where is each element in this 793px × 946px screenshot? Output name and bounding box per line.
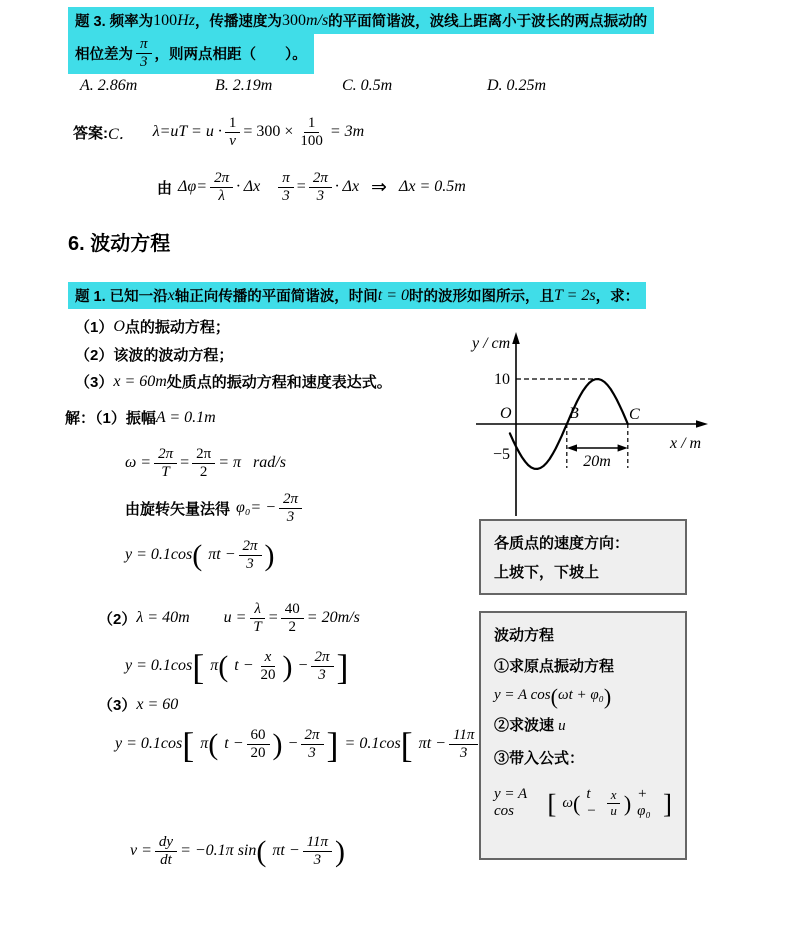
problem3-text: 的平面简谐波，波线上距离小于波长的两点振动的 <box>328 14 648 30</box>
question-3 <box>75 371 392 392</box>
velocity-direction-note-box <box>479 519 687 595</box>
fraction-2pi-over-3 <box>279 491 302 526</box>
pi: π <box>210 657 219 674</box>
problem3-text: ，则两点相距（ ）。 <box>154 47 307 63</box>
point-b-label: B <box>569 405 579 422</box>
dot-dx: · Δx <box>334 178 360 195</box>
x60-equation: y = 0.1cos [ π ( t − $\frac{60}{20}$ ) − $\frac{2\pi}{3}$ ] = 0.1cos [ πt − $\frac{11\pi}{3}$ <box>115 718 493 770</box>
distance-arrow-left-icon <box>567 444 577 451</box>
question-text: 点的振动方程； <box>124 319 230 336</box>
frac-den: 3 <box>308 744 316 761</box>
frac-den: 3 <box>459 744 468 761</box>
fraction-40-over-2 <box>281 601 304 636</box>
option-a: A. 2.86m <box>80 77 138 94</box>
equals: = <box>180 454 190 471</box>
fraction-2pi-over-lambda <box>210 170 233 205</box>
problem1-statement <box>68 282 646 309</box>
y1-lhs: y = 0.1cos <box>125 546 193 563</box>
frac-num: 2π <box>311 649 334 667</box>
frac-num: 2π <box>154 446 177 464</box>
frac-num: x <box>261 649 276 667</box>
y3-lhs: y = 0.1cos <box>115 735 183 752</box>
frac-den: dt <box>160 851 172 868</box>
t-minus: t − <box>224 735 244 752</box>
solution-label: 解：（1）振幅 <box>65 410 156 427</box>
option-d: D. 0.25m <box>487 77 547 94</box>
frac-num: 2π <box>279 491 302 509</box>
note-line: 各质点的速度方向： <box>494 535 630 552</box>
frac-num: 2π <box>239 538 262 556</box>
f1-inner: ωt + φ₀ <box>557 687 604 703</box>
phi0-line <box>125 486 305 530</box>
y1-inner: πt − <box>208 546 236 563</box>
phi0-lhs: φ₀= − <box>236 499 277 516</box>
omega-unit: rad/s <box>253 454 286 471</box>
answer-label: 答案: <box>73 124 108 142</box>
frac-den: T <box>161 463 170 480</box>
phase-fraction <box>136 36 152 71</box>
t-minus: t − <box>234 657 254 674</box>
frac-den: 3 <box>246 555 254 572</box>
v-lhs: v = <box>130 842 152 859</box>
wave-equation-method-box <box>479 611 687 860</box>
fraction-lambda-over-T <box>249 601 265 636</box>
frac-den: 2 <box>199 463 208 480</box>
freq-unit: Hz <box>177 11 195 29</box>
pi: π <box>200 735 209 752</box>
y-axis-arrow-icon <box>512 332 520 344</box>
frac-num: 11π <box>449 727 478 745</box>
lambda-value: λ = 40m <box>136 609 190 626</box>
t-minus: t − <box>586 786 597 819</box>
point-o: O <box>113 317 125 335</box>
formula-lambda: λ=uT = u · <box>152 123 222 140</box>
distance-arrow-right-icon <box>618 444 628 451</box>
speed-value: 300 <box>281 11 306 29</box>
x-60m: x = 60m <box>113 372 167 390</box>
frac-num: λ <box>250 601 265 619</box>
frac-num: 1 <box>225 115 241 133</box>
frac-den: 3 <box>140 54 148 70</box>
x-axis-arrow-icon <box>696 420 708 428</box>
frac-num: 2π <box>309 170 332 188</box>
fraction-2pi-over-3 <box>309 170 332 205</box>
fraction-2pi-over-3 <box>311 649 334 684</box>
box2-title: 波动方程 <box>494 627 555 644</box>
answer-value: C． <box>108 125 135 143</box>
answer-line <box>73 110 364 154</box>
waveform-diagram <box>438 326 743 518</box>
omega-lhs: ω = <box>125 454 152 471</box>
x-value: x = 60 <box>136 695 179 713</box>
frac-num: 1 <box>304 115 320 133</box>
note-line: 上坡下，下坡上 <box>494 563 600 581</box>
distance-label: 20m <box>583 453 611 470</box>
frac-num: 40 <box>281 601 304 619</box>
var-x: x <box>167 286 175 304</box>
fraction-x-over-20 <box>257 649 280 684</box>
frac-den: 20 <box>250 744 266 761</box>
tick-10: 10 <box>494 371 510 388</box>
box2-step3: ③带入公式： <box>494 749 585 767</box>
solution-head <box>65 407 216 428</box>
y3-rhs: = 0.1cos <box>344 735 401 752</box>
fraction-2pi-over-3 <box>239 538 262 573</box>
y-axis-label: y / cm <box>472 335 511 352</box>
x60-line <box>98 694 178 715</box>
frac-num: 60 <box>247 727 270 745</box>
delta-phi: Δφ= <box>178 178 208 195</box>
t-equals-0: t = 0 <box>377 286 410 304</box>
question-2 <box>75 344 233 365</box>
problem3-statement-line1 <box>68 7 654 34</box>
fraction-60-over-20 <box>247 727 270 762</box>
frac-num: 2π <box>301 727 324 745</box>
frac-den: 3 <box>316 187 325 204</box>
x-axis-label: x / m <box>670 435 702 452</box>
given-label: 由 <box>157 179 173 197</box>
u-lhs: u = <box>223 609 247 626</box>
frac-den: 20 <box>260 666 276 683</box>
oscillation-equation: y = 0.1cos ( πt − $\frac{2\pi}{3}$ ) <box>125 537 275 572</box>
fraction-dy-over-dt <box>155 834 177 869</box>
question-text: （2）该波的波动方程； <box>75 347 234 364</box>
period-value: T = 2s <box>554 286 596 304</box>
y2-lhs: y = 0.1cos <box>125 657 193 674</box>
problem3-text: 相位差为 <box>75 47 133 63</box>
box2-step1: ①求原点振动方程 <box>494 657 615 675</box>
wavelength-speed-line <box>98 596 360 640</box>
problem1-text: ，求： <box>595 289 640 305</box>
frac-den: λ <box>218 187 225 204</box>
frac-den: ν <box>229 132 236 149</box>
frac-num: 11π <box>303 834 332 852</box>
omega-result: = π <box>218 454 242 471</box>
implies-arrow: ⇒ <box>371 176 387 198</box>
question-number: （3） <box>75 374 114 391</box>
f1-lhs: y = A cos <box>494 687 551 703</box>
formula-mid: = 300 × <box>243 123 294 140</box>
minus: − <box>288 735 298 752</box>
question-1 <box>75 316 230 337</box>
omega: ω <box>562 794 573 811</box>
pit-minus: πt − <box>418 735 446 752</box>
fraction-11pi-over-3 <box>449 727 478 762</box>
wave-equation: y = 0.1cos [ π ( t − $\frac{x}{20}$ ) − $\frac{2\pi}{3}$ ] <box>125 647 349 687</box>
frac-den: 2 <box>288 618 297 635</box>
frac-den: 3 <box>282 187 290 204</box>
option-c: C. 0.5m <box>342 77 393 94</box>
f2-lhs: y = A cos <box>494 786 527 819</box>
frac-den: 100 <box>300 132 323 149</box>
frac-den: 3 <box>318 666 326 683</box>
u-result: = 20m/s <box>306 609 360 626</box>
fraction-x-over-u <box>606 788 621 818</box>
frac-num: π <box>136 36 152 54</box>
rotating-vector-label: 由旋转矢量法得 <box>125 500 231 518</box>
frac-den: 3 <box>286 508 295 525</box>
equals: = <box>296 178 306 195</box>
frac-num: dy <box>155 834 177 852</box>
frac-den: T <box>253 618 262 635</box>
speed-unit: m/s <box>305 11 329 29</box>
part3-label: （3） <box>98 697 137 714</box>
problem3-text: 题 3. 频率为 <box>75 14 154 30</box>
frac-den: 3 <box>313 851 322 868</box>
velocity-equation: v = $\frac{dy}{dt}$ = −0.1π sin ( πt − $\frac{11\pi}{3}$ ) <box>130 833 346 868</box>
point-o-label: O <box>500 405 512 422</box>
frac-num: 2π <box>210 170 233 188</box>
var-u: u <box>558 718 566 734</box>
point-c-label: C <box>629 406 640 423</box>
box2-formula1: y = A cos ( ωt + φ₀ ) <box>494 683 612 709</box>
option-b: B. 2.19m <box>215 77 273 94</box>
fraction-1-over-nu <box>225 115 241 150</box>
fraction-2pi-over-T <box>154 446 177 481</box>
problem1-text: 题 1. 已知一沿 <box>75 289 168 305</box>
frac-num: 2π <box>192 446 215 464</box>
fraction-2pi-over-2 <box>192 446 215 481</box>
frac-num: x <box>607 788 621 804</box>
amplitude-value: A = 0.1m <box>155 408 216 426</box>
box2-step2 <box>494 712 672 741</box>
freq-value: 100 <box>153 11 178 29</box>
formula-result: = 3m <box>329 123 365 140</box>
problem1-text: 时的波形如图所示，且 <box>409 289 555 305</box>
part2-label: （2） <box>98 610 137 628</box>
pit-minus: πt − <box>272 842 300 859</box>
step2-text: ②求波速 <box>494 717 559 734</box>
v-mid: = −0.1π sin <box>180 842 257 859</box>
section-heading: 6. 波动方程 <box>68 233 171 255</box>
tick-neg5: −5 <box>492 446 510 463</box>
phase-derivation-line <box>157 164 466 210</box>
frac-num: π <box>278 170 294 188</box>
box2-formula2: y = A cos [ ω ( t − $\frac{x}{u}$ ) + φ₀ ] <box>494 786 672 819</box>
dx-result: Δx = 0.5m <box>398 178 466 195</box>
fraction-pi-over-3 <box>278 170 294 205</box>
frac-den: u <box>610 802 617 818</box>
plus-phi0: + φ₀ <box>637 786 651 819</box>
dot-dx: · Δx <box>236 178 261 195</box>
omega-formula <box>125 441 286 485</box>
problem1-text: 轴正向传播的平面简谐波，时间 <box>174 289 378 305</box>
fraction-11pi-over-3 <box>303 834 332 869</box>
fraction-1-over-100 <box>296 115 327 150</box>
problem3-statement-line2 <box>68 33 314 74</box>
problem3-text: ，传播速度为 <box>194 14 282 30</box>
question-text: 处质点的振动方程和速度表达式。 <box>166 374 392 391</box>
equals: = <box>268 609 278 626</box>
fraction-2pi-over-3 <box>301 727 324 762</box>
question-number: （1） <box>75 319 114 336</box>
minus: − <box>298 657 308 674</box>
